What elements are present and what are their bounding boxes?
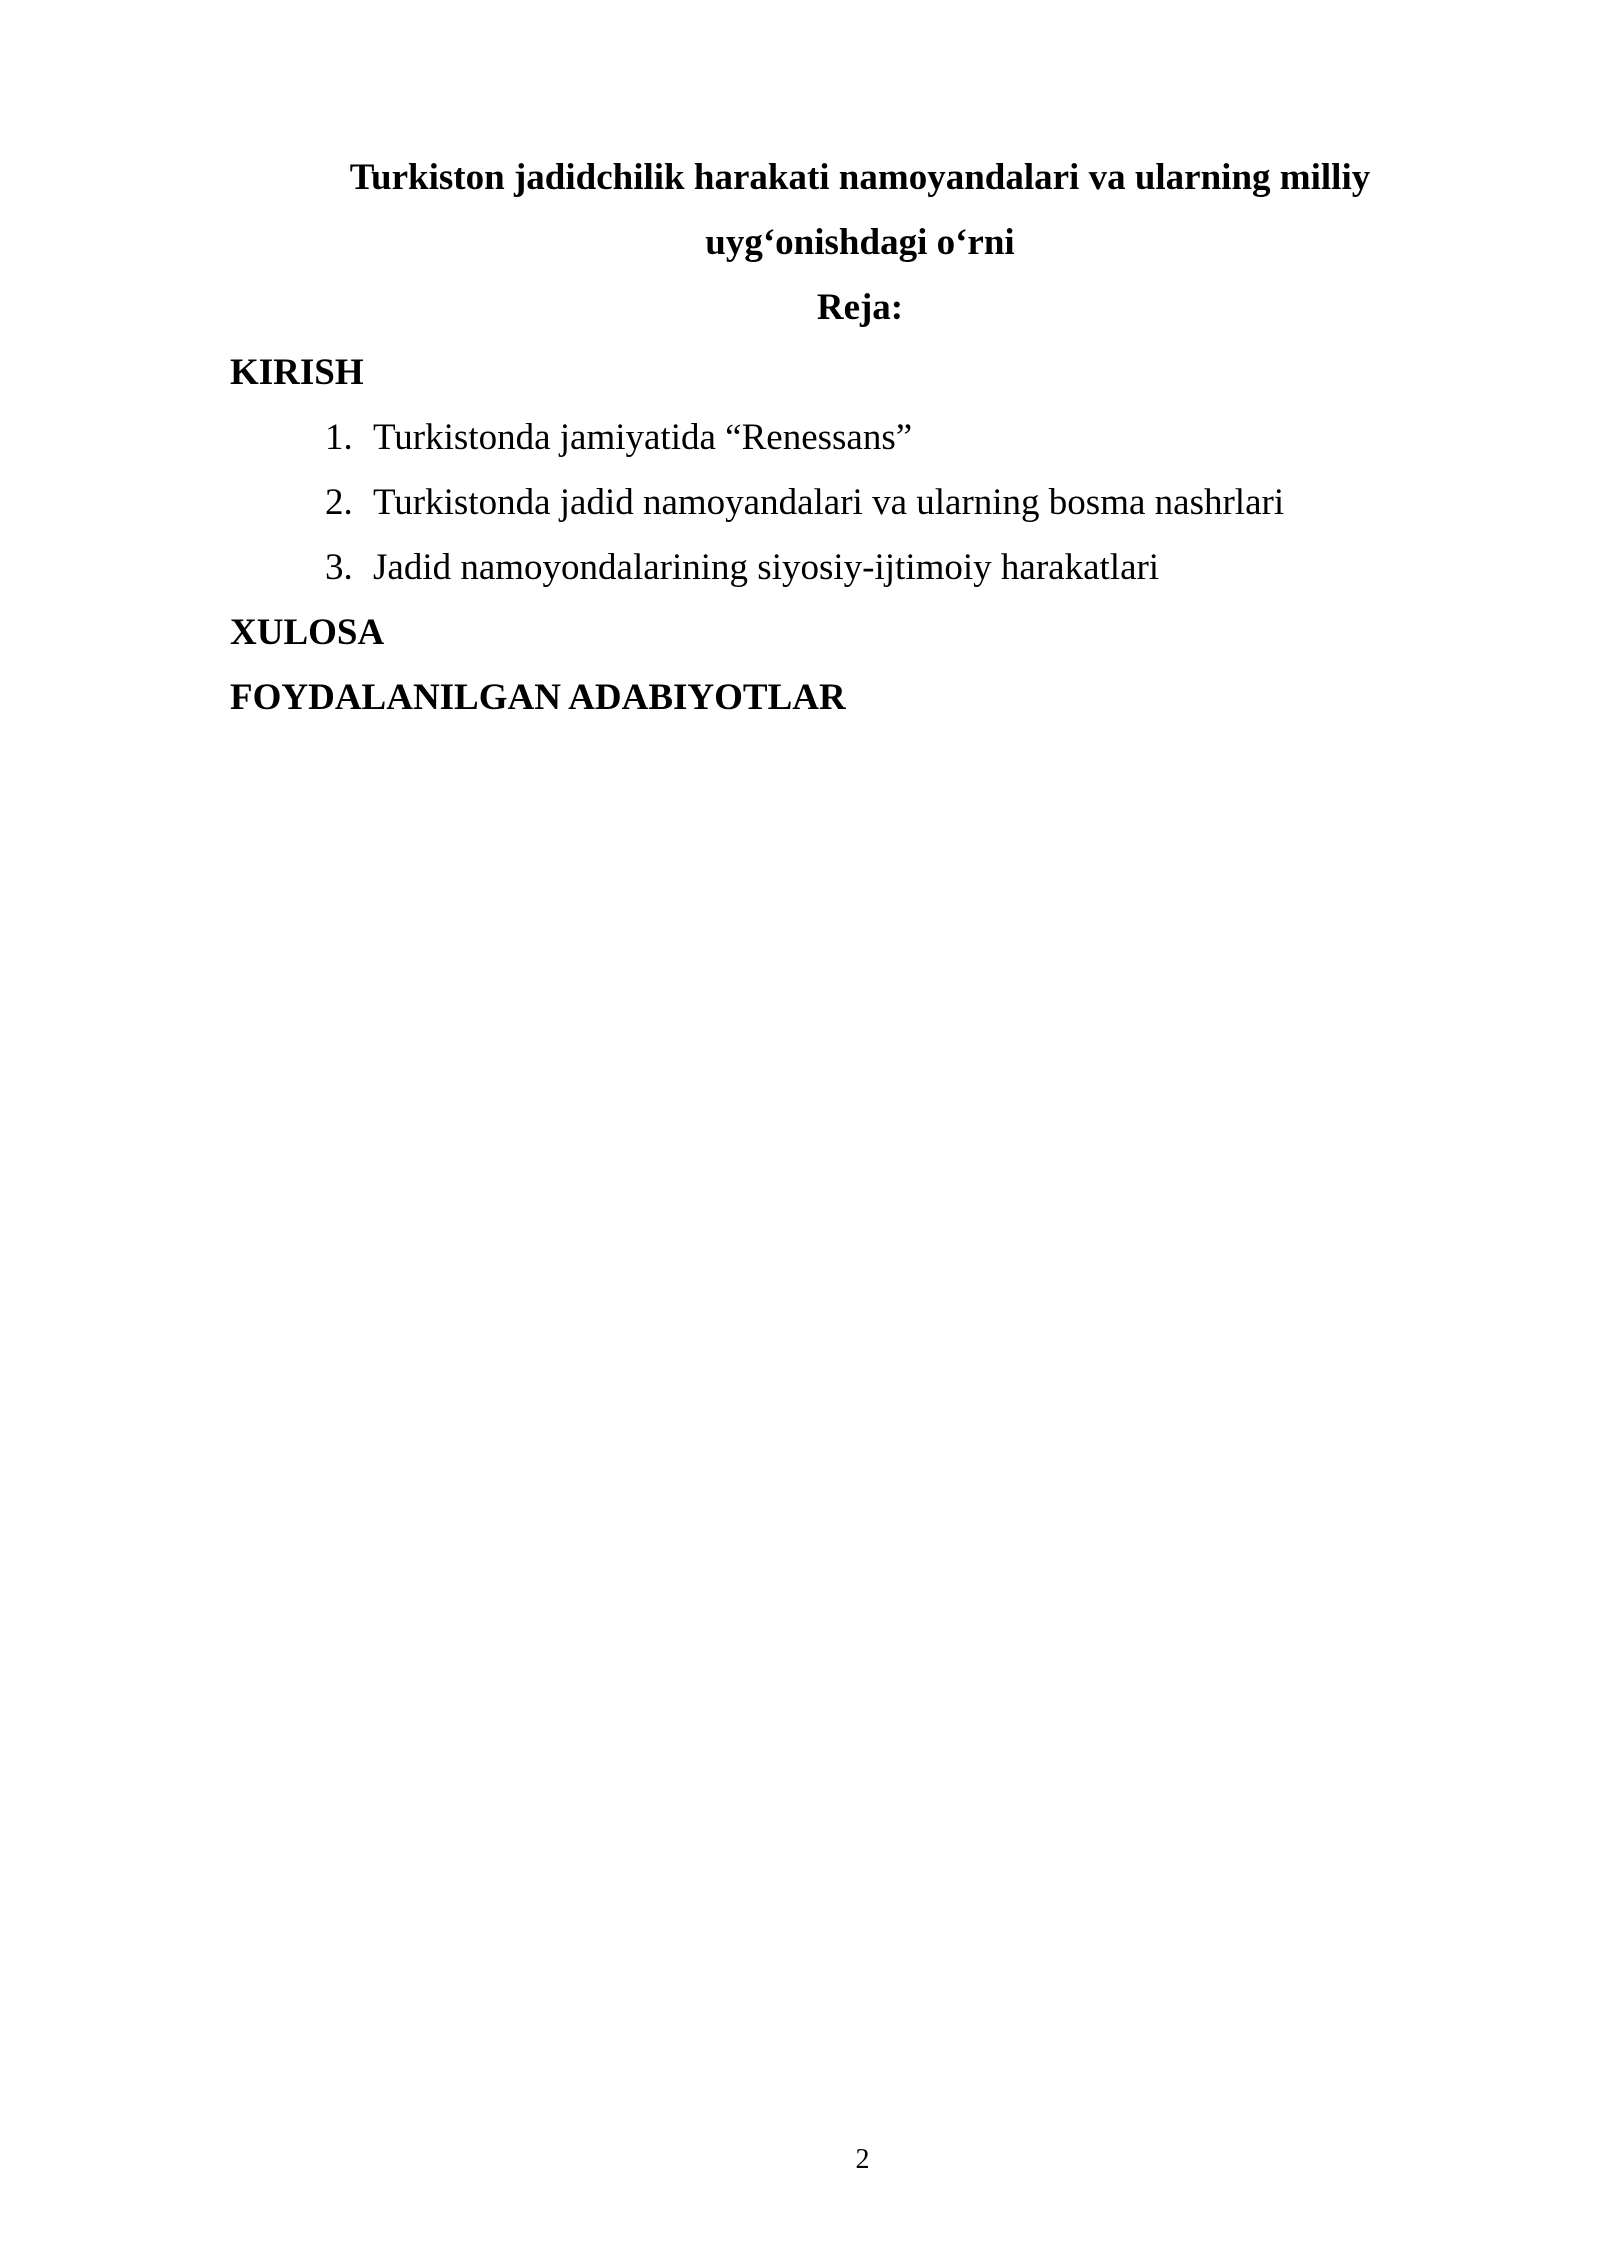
intro-heading: KIRISH xyxy=(230,352,364,393)
plan-list xyxy=(325,405,1284,600)
plan-item-number: 1. xyxy=(325,417,353,458)
plan-item-2 xyxy=(325,470,1284,535)
document-title-line-2: uyg‘onishdagi o‘rni xyxy=(705,222,1015,263)
references-heading: FOYDALANILGAN ADABIYOTLAR xyxy=(230,677,846,718)
page-number: 2 xyxy=(855,2144,870,2175)
plan-item-number: 3. xyxy=(325,547,353,588)
plan-item-text: Turkistonda jamiyatida “Renessans” xyxy=(373,417,913,458)
plan-label: Reja: xyxy=(816,287,904,328)
plan-item-text: Turkistonda jadid namoyandalari va ularning bosma nashrlari xyxy=(373,482,1285,523)
plan-item-1 xyxy=(325,405,1284,470)
plan-item-number: 2. xyxy=(325,482,353,523)
plan-item-text: Jadid namoyondalarining siyosiy-ijtimoiy harakatlari xyxy=(373,547,1160,588)
conclusion-heading: XULOSA xyxy=(230,612,385,653)
document-title-line-1: Turkiston jadidchilik harakati namoyandalari va ularning milliy xyxy=(349,157,1371,198)
plan-item-3 xyxy=(325,535,1284,600)
